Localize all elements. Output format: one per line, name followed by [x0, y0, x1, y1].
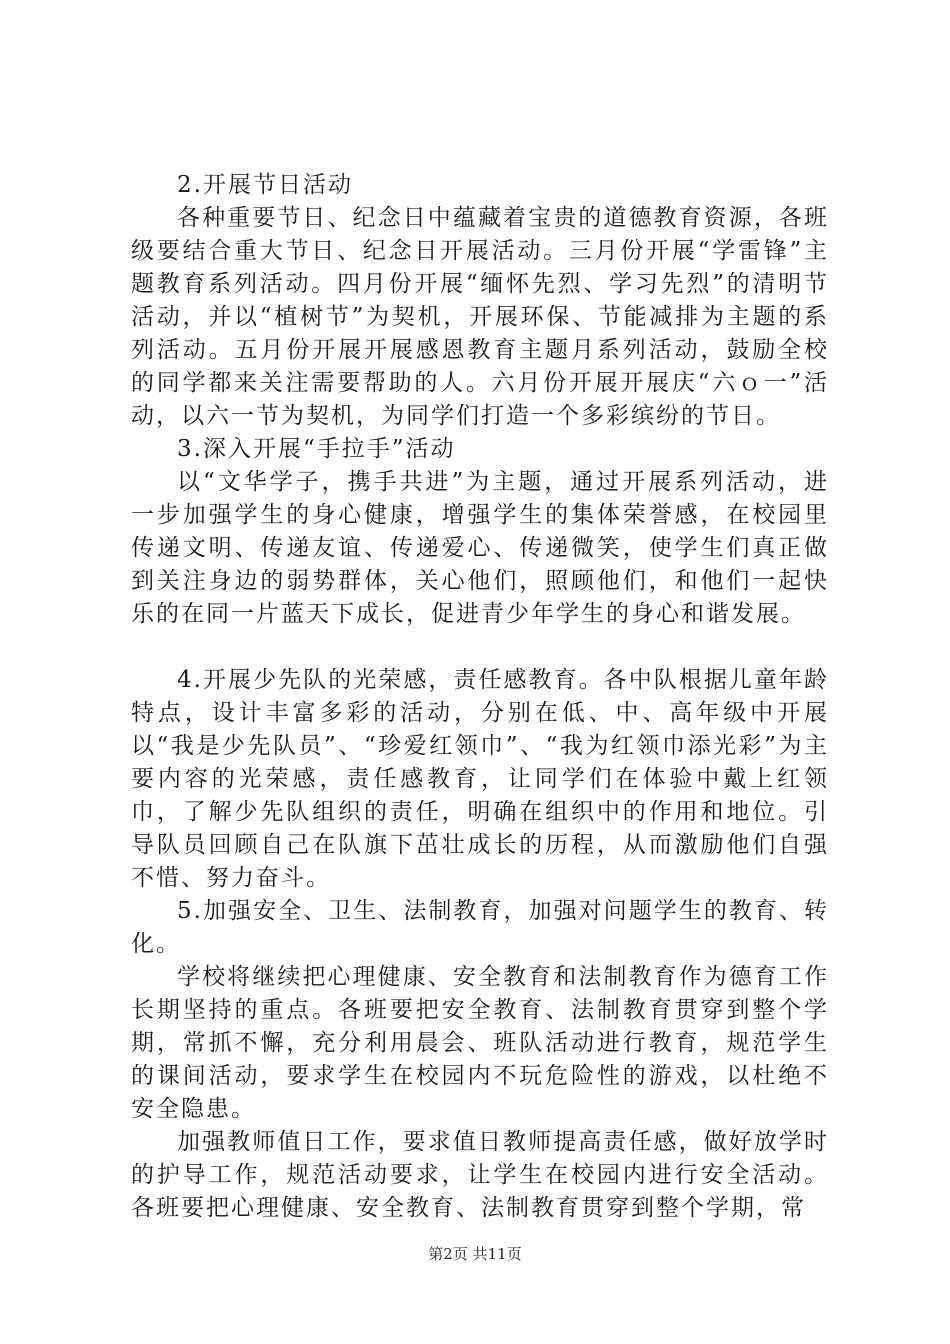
paragraph-gap [131, 631, 829, 664]
paragraph-teacher-duty: 加强教师值日工作，要求值日教师提高责任感，做好放学时的护导工作，规范活动要求，让学生在校园内进行安全活动。各班要把心理健康、安全教育、法制教育贯穿到整个学期，常 [131, 1129, 829, 1221]
section-heading-3: 3.深入开展“手拉手”活动 [177, 436, 456, 462]
paragraph-safety-education: 学校将继续把心理健康、安全教育和法制教育作为德育工作长期坚持的重点。各班要把安全教育、法制教育贯穿到整个学期，常抓不懈，充分利用晨会、班队活动进行教育，规范学生的课间活动，要求学生在校园内不玩危险性的游戏，以杜绝不安全隐患。 [131, 964, 829, 1122]
section-heading-2: 2.开展节日活动 [177, 172, 353, 198]
document-body [131, 169, 829, 1225]
section-heading-5: 5.加强安全、卫生、法制教育，加强对问题学生的教育、转化。 [131, 898, 829, 957]
page-number: 第2页 共11页 [428, 1245, 522, 1263]
paragraph-hand-in-hand: 以“文华学子，携手共进”为主题，通过开展系列活动，进一步加强学生的身心健康，增强学生的集体荣誉感，在校园里传递文明、传递友谊、传递爱心、传递微笑，使学生们真正做到关注身边的弱势群体，关心他们，照顾他们，和他们一起快乐的在同一片蓝天下成长，促进青少年学生的身心和谐发展。 [131, 469, 829, 627]
paragraph-young-pioneers: 4.开展少先队的光荣感，责任感教育。各中队根据儿童年龄特点，设计丰富多彩的活动，分别在低、中、高年级中开展以“我是少先队员”、“珍爱红领巾”、“我为红领巾添光彩”为主要内容的光荣感，责任感教育，让同学们在体验中戴上红领巾，了解少先队组织的责任，明确在组织中的作用和地位。引导队员回顾自己在队旗下茁壮成长的历程，从而激励他们自强不惜、努力奋斗。 [131, 667, 829, 891]
paragraph-festival-activities: 各种重要节日、纪念日中蕴藏着宝贵的道德教育资源，各班级要结合重大节日、纪念日开展活动。三月份开展“学雷锋”主题教育系列活动。四月份开展“缅怀先烈、学习先烈”的清明节活动，并以“植树节”为契机，开展环保、节能减排为主题的系列活动。五月份开展开展感恩教育主题月系列活动，鼓励全校的同学都来关注需要帮助的人。六月份开展开展庆“六ｏ一”活动，以六一节为契机，为同学们打造一个多彩缤纷的节日。 [131, 205, 829, 429]
